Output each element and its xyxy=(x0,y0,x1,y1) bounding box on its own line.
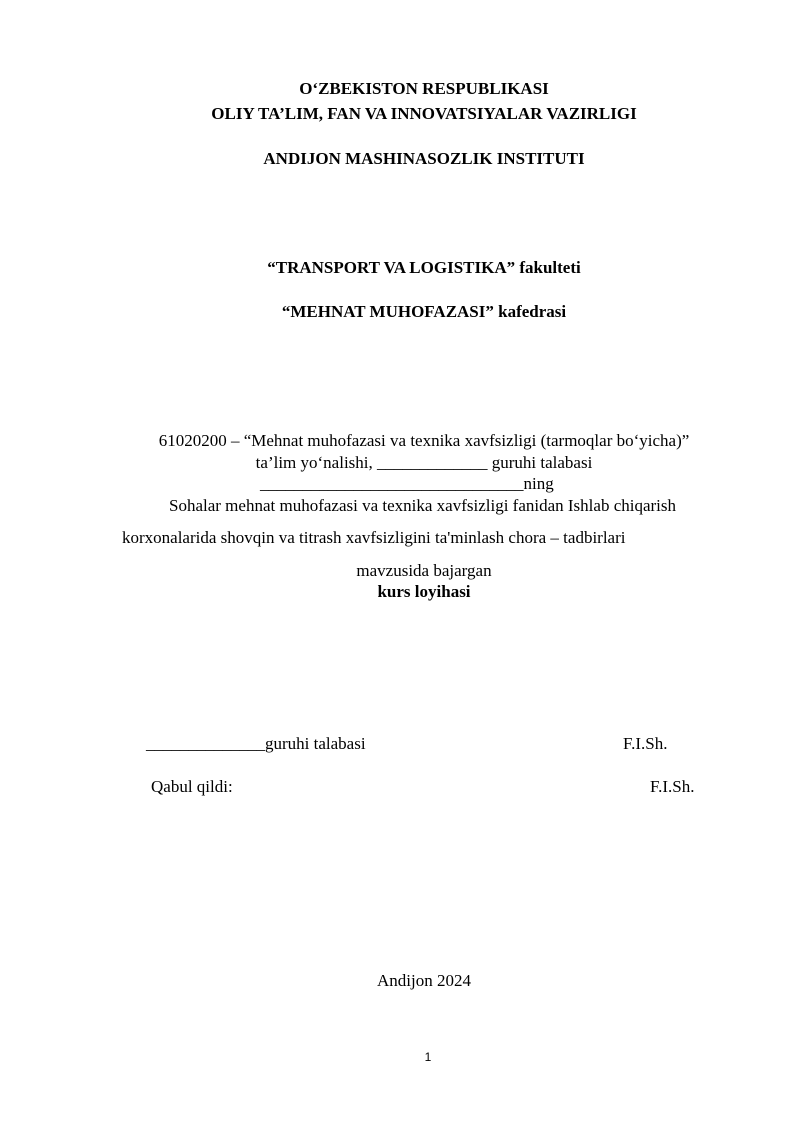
document-type: kurs loyihasi xyxy=(377,582,471,601)
student-signature-label: ______________guruhi talabasi xyxy=(146,734,366,753)
topic-line-2: korxonalarida shovqin va titrash xavfsizligini ta'minlash chora – tadbirlari xyxy=(122,528,626,547)
department-title: “MEHNAT MUHOFAZASI” kafedrasi xyxy=(281,302,567,321)
accepted-by-label: Qabul qildi: xyxy=(151,777,233,796)
republic-title: O‘ZBEKISTON RESPUBLIKASI xyxy=(299,79,549,98)
institute-title: ANDIJON MASHINASOZLIK INSTITUTI xyxy=(263,149,585,168)
student-name-placeholder: F.I.Sh. xyxy=(623,734,668,753)
accepted-by-name-placeholder: F.I.Sh. xyxy=(650,777,695,796)
ministry-title: OLIY TA’LIM, FAN VA INNOVATSIYALAR VAZIRLIGI xyxy=(211,104,637,123)
student-name-blank: _______________________________ning xyxy=(260,474,554,493)
direction-group-line: ta’lim yo‘nalishi, _____________ guruhi talabasi xyxy=(255,453,593,472)
completed-on-topic: mavzusida bajargan xyxy=(356,561,492,580)
topic-line-1: Sohalar mehnat muhofazasi va texnika xavfsizligi fanidan Ishlab chiqarish xyxy=(169,496,677,515)
page-number: 1 xyxy=(424,1050,432,1064)
faculty-title: “TRANSPORT VA LOGISTIKA” fakulteti xyxy=(267,258,581,277)
specialty-line: 61020200 – “Mehnat muhofazasi va texnika xavfsizligi (tarmoqlar bo‘yicha)” xyxy=(158,431,690,450)
place-and-year: Andijon 2024 xyxy=(377,971,471,990)
